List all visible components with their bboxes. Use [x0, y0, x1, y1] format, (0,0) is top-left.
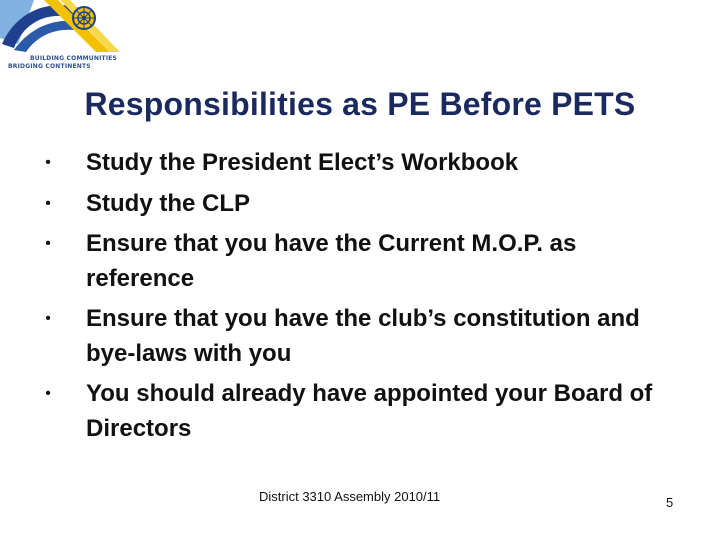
bullet-text: Study the President Elect’s Workbook — [86, 149, 519, 176]
slide-title — [0, 86, 720, 123]
bullet-text: Ensure that you have the club’s constitution and bye-laws with you — [86, 305, 640, 367]
bullet-dot-icon: • — [45, 235, 51, 252]
bullet-text: Ensure that you have the Current M.O.P. as reference — [86, 230, 577, 292]
bullet-dot-icon: • — [45, 194, 51, 212]
slide-title-text: Responsibilities as PE Before PETS — [84, 86, 636, 122]
bullet-dot-icon: • — [45, 385, 51, 402]
bullet-item — [40, 302, 680, 371]
bullet-dot-icon: • — [45, 310, 51, 327]
bullet-dot-icon: • — [45, 154, 51, 171]
logo-tagline-1: BUILDING COMMUNITIES — [30, 55, 118, 62]
bullet-text: You should already have appointed your Board of Directors — [86, 380, 653, 442]
logo-tagline-2: BRIDGING CONTINENTS — [8, 63, 91, 70]
slide-footer: District 3310 Assembly 2010/11 — [259, 489, 441, 504]
logo — [0, 0, 140, 72]
page-number: 5 — [666, 495, 674, 510]
bullet-item — [40, 227, 680, 296]
rotary-wheel-bridge-logo-icon — [0, 0, 140, 60]
bullet-item — [40, 146, 680, 181]
bullet-item — [40, 377, 680, 446]
bullet-list — [40, 146, 680, 452]
bullet-text: Study the CLP — [86, 189, 251, 217]
bullet-item — [40, 187, 680, 222]
